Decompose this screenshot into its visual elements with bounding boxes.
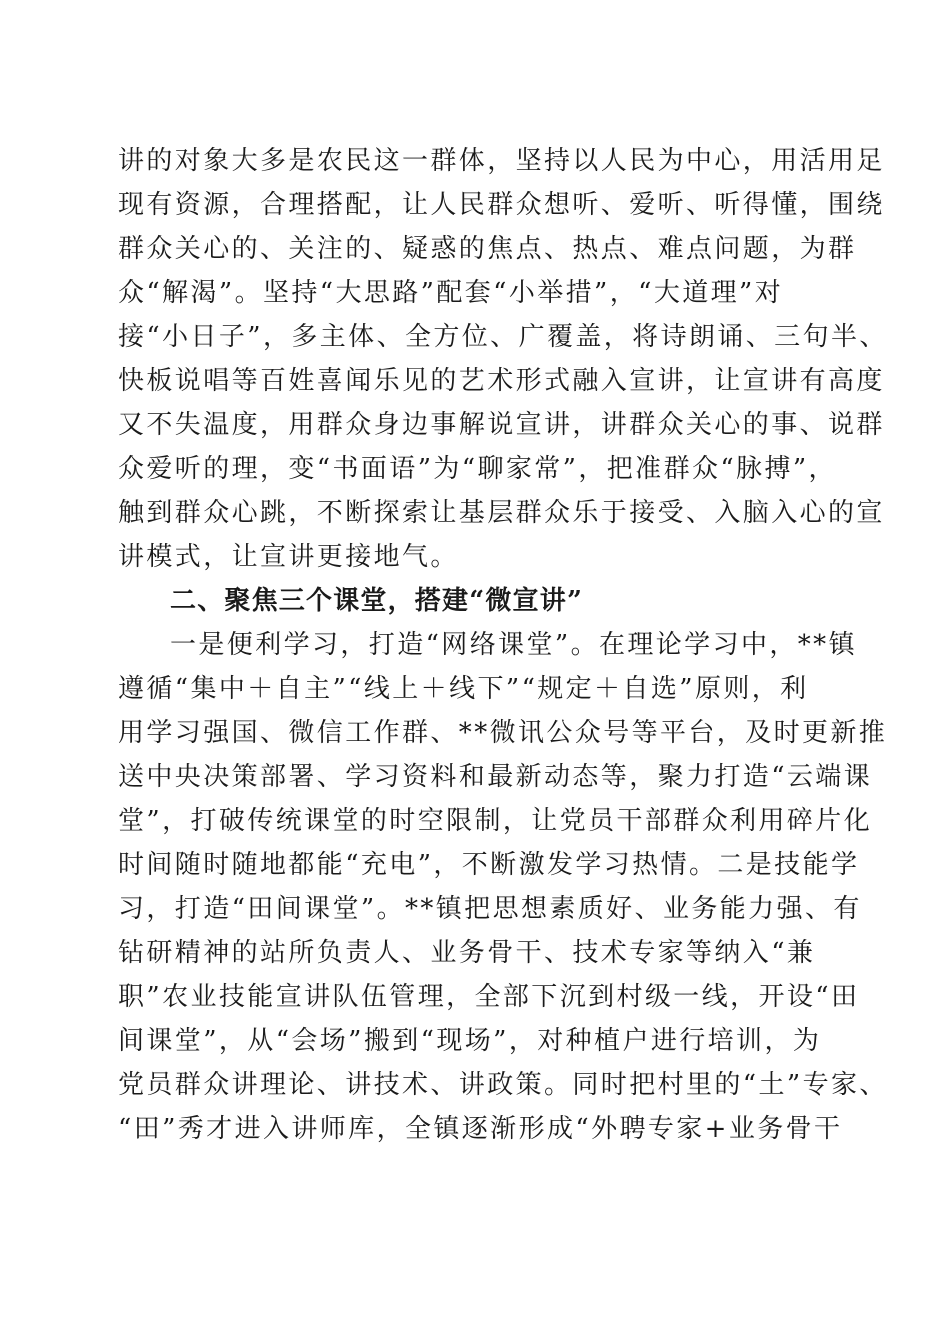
paragraph-line: 众爱听的理，变“书面语”为“聊家常”，把准群众“脉搏”， bbox=[118, 454, 837, 484]
paragraph-line: 送中央决策部署、学习资料和最新动态等，聚力打造“云端课 bbox=[118, 762, 873, 792]
paragraph-line: 用学习强国、微信工作群、**微讯公众号等平台，及时更新推 bbox=[118, 718, 888, 748]
paragraph-line: 习，打造“田间课堂”。**镇把思想素质好、业务能力强、有 bbox=[118, 894, 862, 924]
paragraph-line: 讲模式，让宣讲更接地气。 bbox=[118, 542, 459, 572]
paragraph-line: “田”秀才进入讲师库，全镇逐渐形成“外聘专家+业务骨干 bbox=[118, 1114, 843, 1144]
paragraph-line: 群众关心的、关注的、疑惑的焦点、热点、难点问题，为群 bbox=[118, 234, 857, 264]
paragraph-line: 一是便利学习，打造“网络课堂”。在理论学习中，**镇 bbox=[170, 630, 857, 660]
paragraph-line: 快板说唱等百姓喜闻乐见的艺术形式融入宣讲，让宣讲有高度 bbox=[118, 366, 885, 396]
paragraph-line: 众“解渴”。坚持“大思路”配套“小举措”，“大道理”对 bbox=[118, 278, 784, 308]
section-heading: 二、聚焦三个课堂，搭建“微宣讲” bbox=[170, 586, 584, 616]
paragraph-line: 讲的对象大多是农民这一群体，坚持以人民为中心，用活用足 bbox=[118, 146, 885, 176]
paragraph-line: 触到群众心跳，不断探索让基层群众乐于接受、入脑入心的宣 bbox=[118, 498, 885, 528]
paragraph-line: 时间随时随地都能“充电”，不断激发学习热情。二是技能学 bbox=[118, 850, 860, 880]
paragraph-line: 党员群众讲理论、讲技术、讲政策。同时把村里的“土”专家、 bbox=[118, 1070, 888, 1100]
paragraph-line: 现有资源，合理搭配，让人民群众想听、爱听、听得懂，围绕 bbox=[118, 190, 885, 220]
paragraph-line: 又不失温度，用群众身边事解说宣讲，讲群众关心的事、说群 bbox=[118, 410, 885, 440]
paragraph-line: 遵循“集中＋自主”“线上＋线下”“规定＋自选”原则，利 bbox=[118, 674, 809, 704]
paragraph-line: 堂”，打破传统课堂的时空限制，让党员干部群众利用碎片化 bbox=[118, 806, 873, 836]
paragraph-line: 接“小日子”，多主体、全方位、广覆盖，将诗朗诵、三句半、 bbox=[118, 322, 888, 352]
paragraph-line: 职”农业技能宣讲队伍管理，全部下沉到村级一线，开设“田 bbox=[118, 982, 860, 1012]
paragraph-line: 间课堂”，从“会场”搬到“现场”，对种植户进行培训，为 bbox=[118, 1026, 822, 1056]
paragraph-line: 钻研精神的站所负责人、业务骨干、技术专家等纳入“兼 bbox=[118, 938, 816, 968]
